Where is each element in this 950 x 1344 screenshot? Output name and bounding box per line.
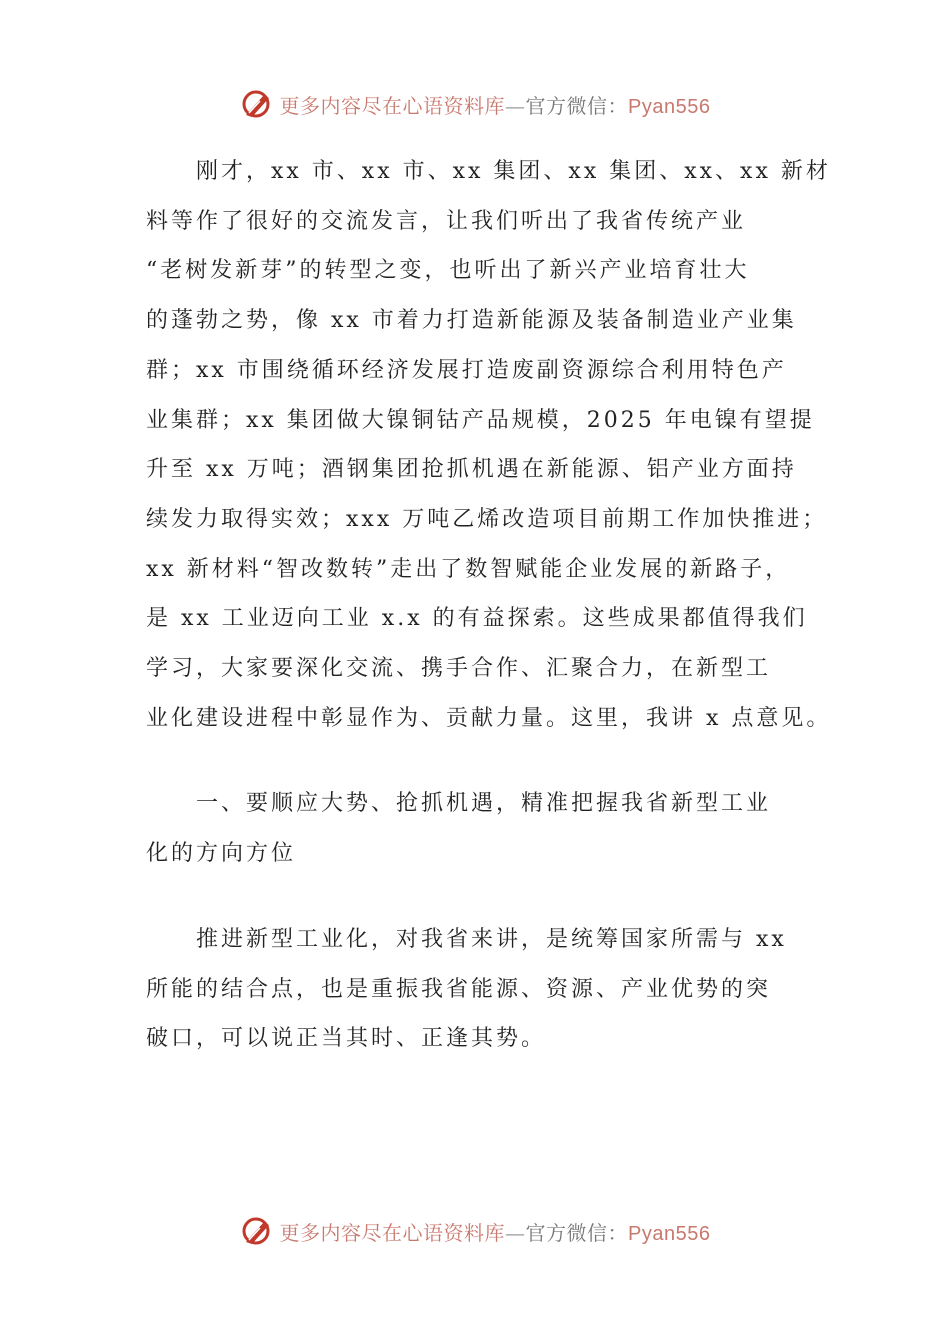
text-line: 化的方向方位 — [146, 841, 297, 867]
banner-contact-label: 官方微信： — [525, 93, 629, 118]
paragraph-intro — [146, 147, 832, 743]
text-line: 的蓬勃之势，像 xx 市着力打造新能源及装备制造业产业集 — [146, 308, 797, 334]
text-line: 一、要顺应大势、抢抓机遇，精准把握我省新型工业 — [196, 791, 772, 817]
header-watermark-banner — [0, 84, 950, 124]
text-line: 破口，可以说正当其时、正逢其势。 — [146, 1026, 547, 1052]
text-line: 业化建设进程中彰显作为、贡献力量。这里，我讲 x 点意见。 — [146, 705, 832, 731]
footer-watermark-banner — [0, 1211, 950, 1251]
banner-wechat-id: Pyan556 — [628, 95, 711, 118]
pen-logo-icon — [240, 87, 274, 121]
document-body — [146, 147, 832, 1064]
banner-separator: — — [505, 1220, 526, 1245]
text-line: 续发力取得实效；xxx 万吨乙烯改造项目前期工作加快推进； — [146, 506, 828, 532]
banner-text — [280, 90, 711, 119]
banner-wechat-id: Pyan556 — [628, 1222, 711, 1245]
text-line: 刚才，xx 市、xx 市、xx 集团、xx 集团、xx、xx 新材 — [196, 159, 831, 184]
banner-main-text: 更多内容尽在心语资料库 — [279, 1220, 506, 1245]
text-line: 所能的结合点，也是重振我省能源、资源、产业优势的突 — [146, 976, 772, 1002]
pen-logo-icon — [240, 1214, 274, 1248]
text-line: xx 新材料“智改数转”走出了数智赋能企业发展的新路子， — [146, 556, 791, 582]
text-line: 群；xx 市围绕循环经济发展打造废副资源综合利用特色产 — [146, 357, 787, 383]
banner-separator: — — [505, 93, 526, 118]
banner-main-text: 更多内容尽在心语资料库 — [279, 93, 506, 118]
banner-text — [280, 1217, 711, 1246]
paragraph-body — [146, 915, 826, 1064]
text-line: 推进新型工业化，对我省来讲，是统筹国家所需与 xx — [196, 926, 787, 952]
text-line: 是 xx 工业迈向工业 x.x 的有益探索。这些成果都值得我们 — [146, 606, 808, 632]
text-line: “老树发新芽”的转型之变，也听出了新兴产业培育壮大 — [146, 258, 750, 284]
text-line: 学习，大家要深化交流、携手合作、汇聚合力，在新型工 — [146, 656, 772, 682]
text-line: 料等作了很好的交流发言，让我们听出了我省传统产业 — [146, 208, 747, 234]
text-line: 业集群；xx 集团做大镍铜钴产品规模，2025 年电镍有望提 — [146, 407, 815, 433]
text-line: 升至 xx 万吨；酒钢集团抢抓机遇在新能源、铝产业方面持 — [146, 457, 797, 483]
banner-contact-label: 官方微信： — [525, 1220, 629, 1245]
section-heading — [146, 779, 826, 878]
